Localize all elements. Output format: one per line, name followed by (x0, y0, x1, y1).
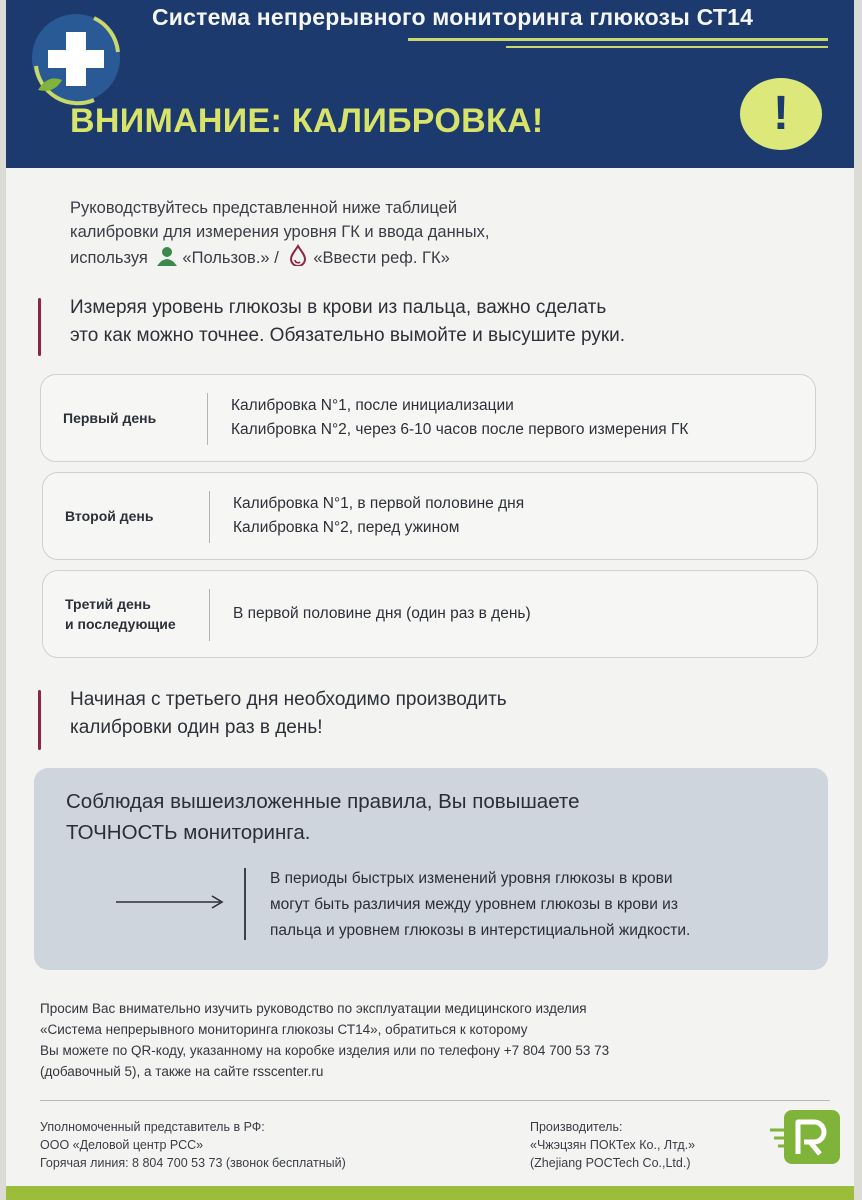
day-label: Первый день (63, 410, 157, 426)
medical-cross-logo-icon (24, 6, 124, 106)
intro-text (70, 196, 630, 270)
detail-line: пальца и уровнем глюкозы в интерстициальной жидкости. (270, 922, 691, 939)
note-line: Измеряя уровень глюкозы в крови из пальца, важно сделать (70, 297, 607, 318)
representative-info (40, 1118, 346, 1172)
calibration-item: Калибровка N°2, через 6-10 часов после первого измерения ГК (231, 421, 689, 438)
accuracy-panel (34, 768, 828, 970)
calibration-list (231, 375, 688, 461)
note-line: Начиная с третьего дня необходимо производить (70, 689, 507, 710)
manufacturer-info (530, 1118, 695, 1172)
notice-line: «Система непрерывного мониторинга глюкозы СТ14», обратиться к которому (40, 1022, 528, 1037)
calibration-item: Калибровка N°1, в первой половине дня (233, 495, 525, 512)
intro-line: Руководствуйтесь представленной ниже таблицей (70, 199, 458, 217)
schedule-row-day3 (42, 570, 818, 658)
schedule-row-day2 (42, 472, 818, 560)
header-stripe (408, 38, 828, 41)
intro-line (70, 244, 630, 270)
separator: / (274, 249, 279, 267)
exclamation-icon: ! (740, 78, 822, 150)
row-divider (209, 589, 210, 641)
day-label: Второй день (65, 508, 154, 524)
arrow-right-icon (116, 894, 226, 910)
note-line: калибровки один раз в день! (70, 717, 323, 738)
mfr-line: «Чжэцзян ПОКТех Ко., Лтд.» (530, 1138, 696, 1152)
row-divider (207, 393, 208, 445)
calibration-item: Калибровка N°1, после инициализации (231, 397, 514, 414)
day-label-line: Третий день (65, 596, 151, 612)
mfr-line: Производитель: (530, 1120, 623, 1134)
bottom-band (6, 1186, 854, 1200)
mfr-line: (Zhejiang POCTech Co.,Ltd.) (530, 1156, 691, 1170)
header-stripe (506, 46, 828, 48)
header-title: Система непрерывного мониторинга глюкозы СТ14 (152, 4, 754, 30)
calibration-list (233, 473, 524, 559)
user-icon (156, 246, 178, 266)
accuracy-line: ТОЧНОСТЬ мониторинга. (66, 821, 311, 844)
note-accent-bar (38, 690, 41, 750)
detail-line: могут быть различия между уровнем глюкозы в крови из (270, 896, 678, 913)
rep-line: ООО «Деловой центр РСС» (40, 1138, 204, 1152)
day-label-line: и последующие (65, 616, 176, 632)
hotline: Горячая линия: 8 804 700 53 73 (звонок бесплатный) (40, 1156, 346, 1170)
accuracy-title (66, 786, 766, 848)
note-accent-bar (38, 298, 41, 356)
notice-line: Просим Вас внимательно изучить руководство по эксплуатации медицинского изделия (40, 1001, 587, 1016)
enter-ref-label: «Ввести реф. ГК» (313, 249, 450, 267)
hand-hygiene-note (38, 294, 778, 354)
panel-divider (244, 868, 246, 940)
footer-divider (40, 1100, 830, 1101)
blood-drop-icon (287, 244, 309, 266)
intro-prefix: используя (70, 249, 148, 267)
row-divider (209, 491, 210, 543)
notice-line: Вы можете по QR-коду, указанному на коробке изделия или по телефону +7 804 700 53 73 (40, 1043, 610, 1058)
intro-line: калибровки для измерения уровня ГК и ввода данных, (70, 223, 490, 241)
note-line: это как можно точнее. Обязательно вымойте и высушите руки. (70, 325, 626, 346)
instruction-leaflet (6, 0, 854, 1200)
accuracy-line: Соблюдая вышеизложенные правила, Вы повышаете (66, 790, 580, 813)
user-menu-label: «Пользов.» (182, 249, 270, 267)
manual-notice (40, 998, 800, 1082)
accuracy-detail (270, 866, 810, 944)
calibration-list (233, 571, 531, 657)
rep-line: Уполномоченный представитель в РФ: (40, 1120, 265, 1134)
notice-line: (добавочный 5), а также на сайте rsscenter.ru (40, 1064, 324, 1079)
daily-calibration-note (38, 686, 778, 750)
rss-brand-logo-icon (770, 1108, 842, 1166)
page-headline: ВНИМАНИЕ: КАЛИБРОВКА! (70, 102, 544, 140)
calibration-item: В первой половине дня (один раз в день) (233, 605, 531, 622)
schedule-row-day1 (40, 374, 816, 462)
detail-line: В периоды быстрых изменений уровня глюкозы в крови (270, 870, 673, 887)
calibration-item: Калибровка N°2, перед ужином (233, 519, 460, 536)
header-banner (6, 0, 854, 168)
day-label (65, 571, 205, 657)
